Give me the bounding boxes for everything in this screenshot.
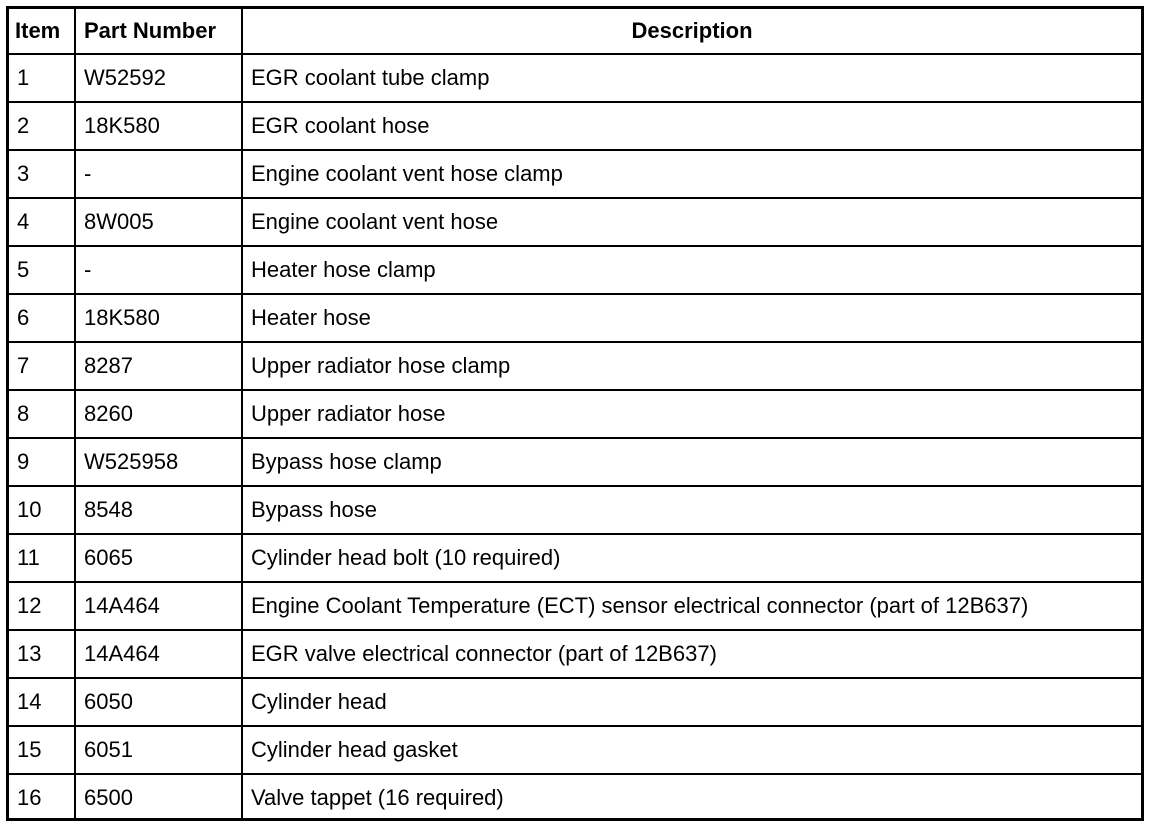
cell-item: 1: [9, 54, 75, 102]
cell-part-number: 8287: [75, 342, 242, 390]
cell-item: 2: [9, 102, 75, 150]
table-row: [9, 726, 1141, 774]
cell-item: 12: [9, 582, 75, 630]
cell-part-number: 8548: [75, 486, 242, 534]
parts-table-frame: [6, 6, 1144, 821]
column-header-part-number: Part Number: [75, 9, 242, 54]
cell-description: Upper radiator hose clamp: [242, 342, 1141, 390]
table-row: [9, 54, 1141, 102]
cell-item: 16: [9, 774, 75, 821]
cell-description: Cylinder head bolt (10 required): [242, 534, 1141, 582]
cell-description: Engine Coolant Temperature (ECT) sensor electrical connector (part of 12B637): [242, 582, 1141, 630]
cell-part-number: W525958: [75, 438, 242, 486]
cell-part-number: 6500: [75, 774, 242, 821]
cell-description: Valve tappet (16 required): [242, 774, 1141, 821]
cell-description: EGR valve electrical connector (part of 12B637): [242, 630, 1141, 678]
cell-item: 11: [9, 534, 75, 582]
table-row: [9, 390, 1141, 438]
cell-description: Upper radiator hose: [242, 390, 1141, 438]
cell-description: EGR coolant hose: [242, 102, 1141, 150]
cell-item: 5: [9, 246, 75, 294]
cell-description: Engine coolant vent hose: [242, 198, 1141, 246]
table-row: [9, 102, 1141, 150]
cell-part-number: 8W005: [75, 198, 242, 246]
column-header-description: Description: [242, 9, 1141, 54]
cell-part-number: 6051: [75, 726, 242, 774]
cell-item: 3: [9, 150, 75, 198]
cell-item: 10: [9, 486, 75, 534]
table-row: [9, 534, 1141, 582]
table-row: [9, 246, 1141, 294]
cell-part-number: W52592: [75, 54, 242, 102]
cell-part-number: -: [75, 246, 242, 294]
cell-item: 6: [9, 294, 75, 342]
cell-part-number: 6065: [75, 534, 242, 582]
cell-item: 15: [9, 726, 75, 774]
cell-item: 9: [9, 438, 75, 486]
cell-part-number: 18K580: [75, 102, 242, 150]
table-row: [9, 582, 1141, 630]
cell-part-number: 14A464: [75, 630, 242, 678]
cell-item: 7: [9, 342, 75, 390]
table-header-row: [9, 9, 1141, 54]
column-header-item: Item: [9, 9, 75, 54]
parts-table: [9, 9, 1141, 821]
table-row: [9, 678, 1141, 726]
cell-part-number: 8260: [75, 390, 242, 438]
cell-description: Engine coolant vent hose clamp: [242, 150, 1141, 198]
cell-item: 8: [9, 390, 75, 438]
table-row: [9, 198, 1141, 246]
table-row: [9, 342, 1141, 390]
table-row: [9, 630, 1141, 678]
cell-description: Bypass hose: [242, 486, 1141, 534]
cell-part-number: 14A464: [75, 582, 242, 630]
cell-description: Cylinder head gasket: [242, 726, 1141, 774]
cell-item: 14: [9, 678, 75, 726]
table-row: [9, 774, 1141, 821]
table-row: [9, 486, 1141, 534]
cell-description: Bypass hose clamp: [242, 438, 1141, 486]
cell-description: Heater hose clamp: [242, 246, 1141, 294]
cell-description: Cylinder head: [242, 678, 1141, 726]
cell-part-number: -: [75, 150, 242, 198]
cell-item: 13: [9, 630, 75, 678]
table-row: [9, 294, 1141, 342]
cell-part-number: 6050: [75, 678, 242, 726]
cell-description: Heater hose: [242, 294, 1141, 342]
table-row: [9, 438, 1141, 486]
cell-description: EGR coolant tube clamp: [242, 54, 1141, 102]
cell-item: 4: [9, 198, 75, 246]
cell-part-number: 18K580: [75, 294, 242, 342]
table-row: [9, 150, 1141, 198]
